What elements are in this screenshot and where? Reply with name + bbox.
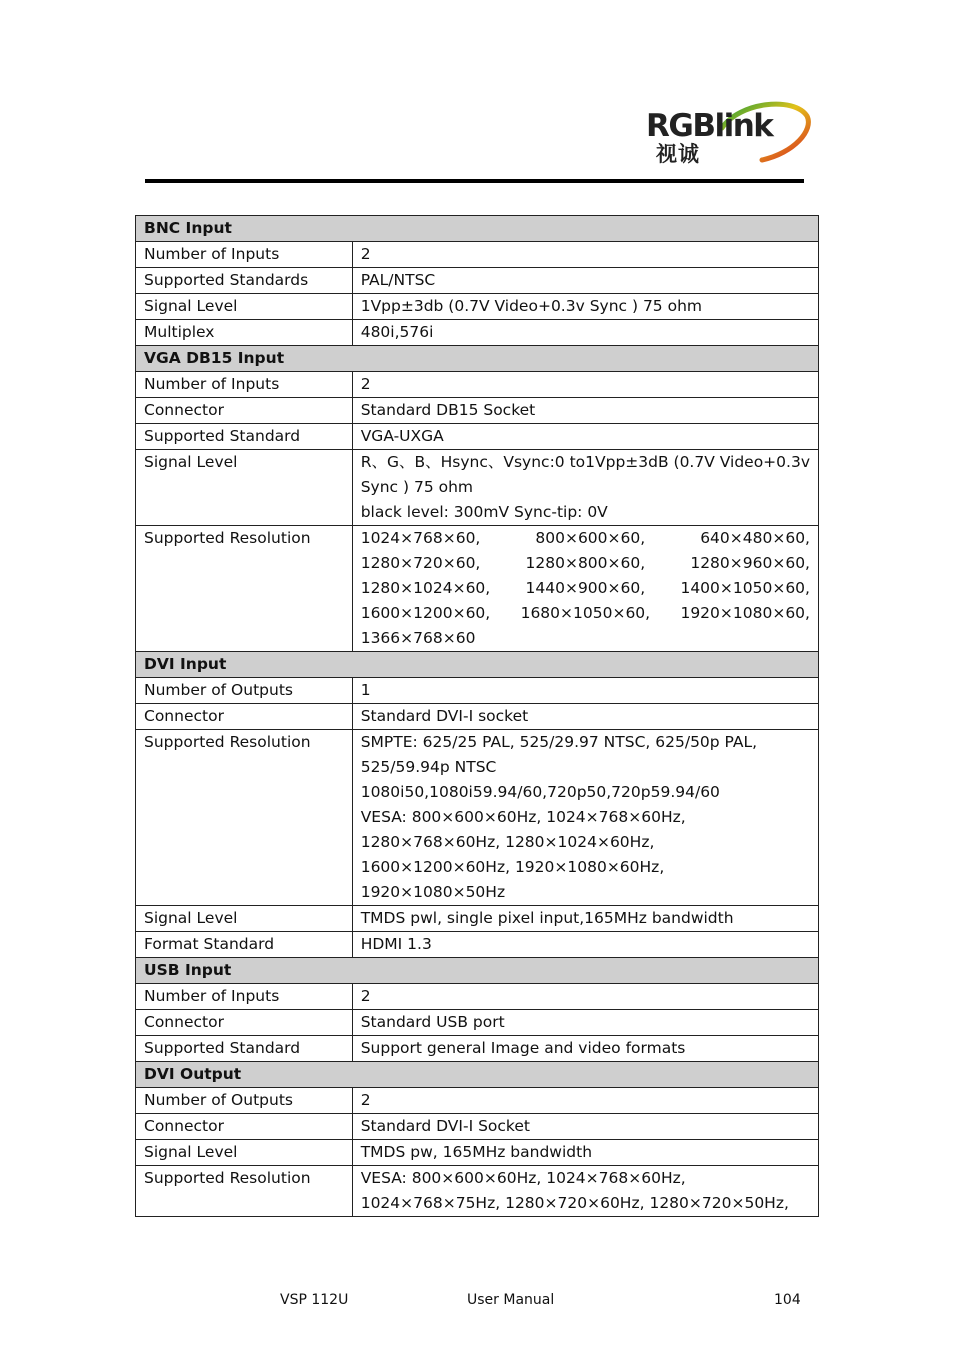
resolution-cell: 1440×900×60, (525, 579, 646, 597)
footer-product: VSP 112U (280, 1292, 349, 1308)
spec-value-line: 2 (360, 245, 371, 263)
spec-key: Number of Inputs (136, 984, 353, 1010)
spec-key: Supported Standard (136, 1036, 353, 1062)
spec-value-line: 1280×768×60Hz, 1280×1024×60Hz, (360, 833, 655, 851)
spec-value (352, 984, 818, 1010)
spec-value (352, 678, 818, 704)
resolution-cell: 1680×1050×60, (520, 604, 651, 622)
spec-value-line: 1080i50,1080i59.94/60,720p50,720p59.94/60 (360, 783, 720, 801)
spec-value (352, 294, 818, 320)
resolution-cell: 640×480×60, (700, 529, 810, 547)
spec-row (136, 450, 819, 526)
spec-value (352, 1140, 818, 1166)
spec-value (352, 730, 818, 906)
resolution-cell: 800×600×60, (535, 529, 646, 547)
spec-value-line: HDMI 1.3 (360, 935, 432, 953)
spec-row (136, 1114, 819, 1140)
resolution-grid-row (361, 576, 810, 601)
spec-key: Connector (136, 1010, 353, 1036)
section-title: VGA DB15 Input (136, 346, 819, 372)
spec-key: Signal Level (136, 906, 353, 932)
spec-key: Supported Resolution (136, 526, 353, 652)
spec-table (135, 215, 819, 1217)
spec-value (352, 1036, 818, 1062)
spec-row (136, 268, 819, 294)
spec-key: Connector (136, 1114, 353, 1140)
spec-value-line: Standard DB15 Socket (360, 401, 536, 419)
spec-value-line: 525/59.94p NTSC (360, 758, 497, 776)
spec-key: Connector (136, 398, 353, 424)
resolution-cell: 1280×720×60, (360, 554, 481, 572)
spec-value-line: 2 (360, 1091, 371, 1109)
spec-value-line: black level: 300mV Sync-tip: 0V (360, 503, 608, 521)
section-header-row (136, 216, 819, 242)
spec-value (352, 1088, 818, 1114)
spec-value (352, 704, 818, 730)
spec-value-line: VGA-UXGA (360, 427, 444, 445)
spec-value-line: 1366×768×60 (360, 629, 476, 647)
resolution-grid-row (361, 526, 810, 551)
section-title: DVI Input (136, 652, 819, 678)
section-header-row (136, 1062, 819, 1088)
spec-value-line: Standard DVI-I socket (360, 707, 529, 725)
spec-value (352, 372, 818, 398)
spec-row (136, 320, 819, 346)
section-header-row (136, 346, 819, 372)
rgblink-logo (644, 98, 812, 166)
spec-key: Connector (136, 704, 353, 730)
spec-value (352, 450, 818, 526)
spec-value (352, 1166, 818, 1217)
logo-wordmark: RGBlink (646, 108, 773, 144)
spec-key: Number of Inputs (136, 372, 353, 398)
spec-value-line: 1600×1200×60Hz, 1920×1080×60Hz, (360, 858, 665, 876)
spec-row (136, 932, 819, 958)
footer-manual-title: User Manual (467, 1292, 555, 1308)
spec-key: Supported Resolution (136, 1166, 353, 1217)
resolution-cell: 1400×1050×60, (680, 579, 810, 597)
spec-value-line: VESA: 800×600×60Hz, 1024×768×60Hz, (360, 1169, 686, 1187)
spec-value-line: 1024×768×75Hz, 1280×720×60Hz, 1280×720×50Hz, (360, 1194, 789, 1212)
spec-value (352, 1114, 818, 1140)
spec-value (352, 268, 818, 294)
spec-value-line: Standard USB port (360, 1013, 505, 1031)
spec-value-line: SMPTE: 625/25 PAL, 525/29.97 NTSC, 625/50p PAL, (360, 733, 758, 751)
spec-key: Multiplex (136, 320, 353, 346)
section-title: DVI Output (136, 1062, 819, 1088)
spec-key: Signal Level (136, 1140, 353, 1166)
resolution-cell: 1280×800×60, (525, 554, 646, 572)
spec-value (352, 906, 818, 932)
spec-value-line: PAL/NTSC (360, 271, 436, 289)
footer-page-number: 104 (774, 1292, 801, 1308)
resolution-cell: 1280×960×60, (690, 554, 810, 572)
spec-row (136, 526, 819, 652)
resolution-cell: 1600×1200×60, (360, 604, 491, 622)
resolution-cell: 1280×1024×60, (360, 579, 491, 597)
section-header-row (136, 652, 819, 678)
spec-value-line: 2 (360, 375, 371, 393)
spec-value-line: TMDS pw, 165MHz bandwidth (360, 1143, 593, 1161)
spec-value-line: 1 (360, 681, 371, 699)
resolution-grid-row (361, 601, 810, 626)
spec-row (136, 1036, 819, 1062)
spec-value-line: 2 (360, 987, 371, 1005)
spec-key: Signal Level (136, 294, 353, 320)
spec-key: Number of Outputs (136, 1088, 353, 1114)
spec-value (352, 526, 818, 652)
spec-key: Number of Inputs (136, 242, 353, 268)
resolution-grid-row (361, 551, 810, 576)
section-title: BNC Input (136, 216, 819, 242)
spec-row (136, 730, 819, 906)
spec-value-line: VESA: 800×600×60Hz, 1024×768×60Hz, (360, 808, 686, 826)
spec-value-line: TMDS pwl, single pixel input,165MHz bandwidth (360, 909, 734, 927)
spec-row (136, 1088, 819, 1114)
section-header-row (136, 958, 819, 984)
spec-value-line: 1Vpp±3db (0.7V Video+0.3v Sync ) 75 ohm (360, 297, 703, 315)
spec-row (136, 398, 819, 424)
logo-chinese: 视诚 (656, 142, 700, 166)
spec-value (352, 932, 818, 958)
spec-value (352, 1010, 818, 1036)
spec-row (136, 1140, 819, 1166)
spec-value-line: Standard DVI-I Socket (360, 1117, 530, 1135)
spec-row (136, 984, 819, 1010)
spec-row (136, 294, 819, 320)
spec-row (136, 906, 819, 932)
spec-row (136, 1010, 819, 1036)
spec-row (136, 678, 819, 704)
spec-value-line: Support general Image and video formats (360, 1039, 686, 1057)
spec-row (136, 242, 819, 268)
spec-value (352, 424, 818, 450)
section-title: USB Input (136, 958, 819, 984)
resolution-cell: 1024×768×60, (360, 529, 481, 547)
spec-value-line: R、G、B、Hsync、Vsync:0 to1Vpp±3dB (0.7V Video+0.3v (360, 453, 810, 471)
spec-value (352, 320, 818, 346)
spec-key: Format Standard (136, 932, 353, 958)
resolution-cell: 1920×1080×60, (680, 604, 810, 622)
header-rule (145, 179, 804, 183)
spec-key: Signal Level (136, 450, 353, 526)
spec-value (352, 398, 818, 424)
spec-value-line: 1920×1080×50Hz (360, 883, 506, 901)
spec-key: Number of Outputs (136, 678, 353, 704)
spec-key: Supported Standard (136, 424, 353, 450)
spec-value (352, 242, 818, 268)
spec-row (136, 704, 819, 730)
spec-key: Supported Resolution (136, 730, 353, 906)
spec-row (136, 424, 819, 450)
spec-row (136, 372, 819, 398)
spec-value-line: 480i,576i (360, 323, 434, 341)
spec-row (136, 1166, 819, 1217)
spec-key: Supported Standards (136, 268, 353, 294)
spec-value-line: Sync ) 75 ohm (360, 478, 474, 496)
